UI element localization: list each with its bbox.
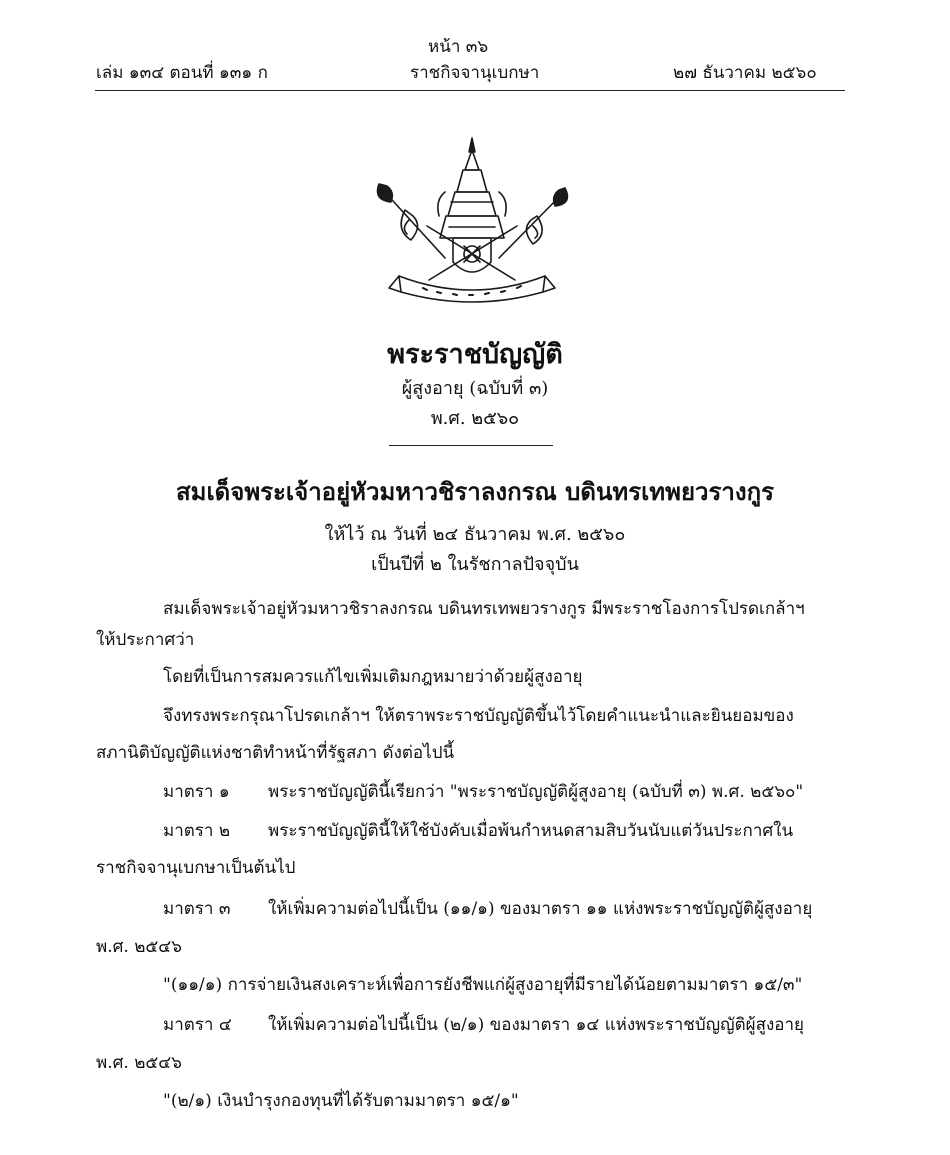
section-4-quote: "(๒/๑) เงินบำรุงกองทุนที่ได้รับตามมาตรา ๑๕/๑" <box>163 1091 519 1111</box>
act-title: พระราชบัญญัติ <box>387 339 563 370</box>
section-3-quote: "(๑๑/๑) การจ่ายเงินสงเคราะห์เพื่อการยังชีพแก่ผู้สูงอายุที่มีรายได้น้อยตามมาตรา ๑๕/๓" <box>163 975 803 995</box>
section-3-line-2: พ.ศ. ๒๕๔๖ <box>96 937 182 957</box>
enactment-line-1: จึงทรงพระกรุณาโปรดเกล้าฯ ให้ตราพระราชบัญญัติขึ้นไว้โดยคำแนะนำและยินยอมของ <box>163 706 794 726</box>
volume-info: เล่ม ๑๓๔ ตอนที่ ๑๓๑ ก <box>96 63 268 83</box>
publication-date: ๒๗ ธันวาคม ๒๕๖๐ <box>673 63 817 83</box>
section-2-line-2: ราชกิจจานุเบกษาเป็นต้นไป <box>96 858 296 878</box>
section-2-text: พระราชบัญญัตินี้ให้ใช้บังคับเมื่อพ้นกำหนดสามสิบวันนับแต่วันประกาศใน <box>268 821 794 841</box>
preamble-line-2: ให้ประกาศว่า <box>96 630 195 650</box>
page-number: หน้า ๓๖ <box>428 37 489 57</box>
enactment-line-2: สภานิติบัญญัติแห่งชาติทำหน้าที่รัฐสภา ดังต่อไปนี้ <box>96 743 455 763</box>
section-4-label: มาตรา ๔ <box>163 1015 232 1035</box>
section-3-label: มาตรา ๓ <box>163 899 231 919</box>
section-3-text: ให้เพิ่มความต่อไปนี้เป็น (๑๑/๑) ของมาตรา ๑๑ แห่งพระราชบัญญัติผู้สูงอายุ <box>268 899 813 919</box>
title-rule <box>389 445 553 446</box>
king-name: สมเด็จพระเจ้าอยู่หัวมหาวชิราลงกรณ บดินทรเทพยวรางกูร <box>176 477 774 506</box>
header-rule <box>95 90 845 91</box>
section-1-text: พระราชบัญญัตินี้เรียกว่า "พระราชบัญญัติผู้สูงอายุ (ฉบับที่ ๓) พ.ศ. ๒๕๖๐" <box>268 782 804 802</box>
given-date: ให้ไว้ ณ วันที่ ๒๔ ธันวาคม พ.ศ. ๒๕๖๐ <box>324 524 626 545</box>
section-2-label: มาตรา ๒ <box>163 821 231 841</box>
garuda-emblem-icon <box>365 130 580 310</box>
act-year: พ.ศ. ๒๕๖๐ <box>430 408 520 429</box>
section-4-line-2: พ.ศ. ๒๕๔๖ <box>96 1053 182 1073</box>
act-subject: ผู้สูงอายุ (ฉบับที่ ๓) <box>401 378 549 399</box>
reign-year: เป็นปีที่ ๒ ในรัชกาลปัจจุบัน <box>371 554 579 575</box>
rationale-paragraph: โดยที่เป็นการสมควรแก้ไขเพิ่มเติมกฎหมายว่าด้วยผู้สูงอายุ <box>163 667 583 687</box>
publication-name: ราชกิจจานุเบกษา <box>410 63 540 83</box>
section-1-label: มาตรา ๑ <box>163 782 230 802</box>
section-4-text: ให้เพิ่มความต่อไปนี้เป็น (๒/๑) ของมาตรา ๑๔ แห่งพระราชบัญญัติผู้สูงอายุ <box>268 1015 804 1035</box>
preamble-line-1: สมเด็จพระเจ้าอยู่หัวมหาวชิราลงกรณ บดินทรเทพยวรางกูร มีพระราชโองการโปรดเกล้าฯ <box>163 599 805 619</box>
